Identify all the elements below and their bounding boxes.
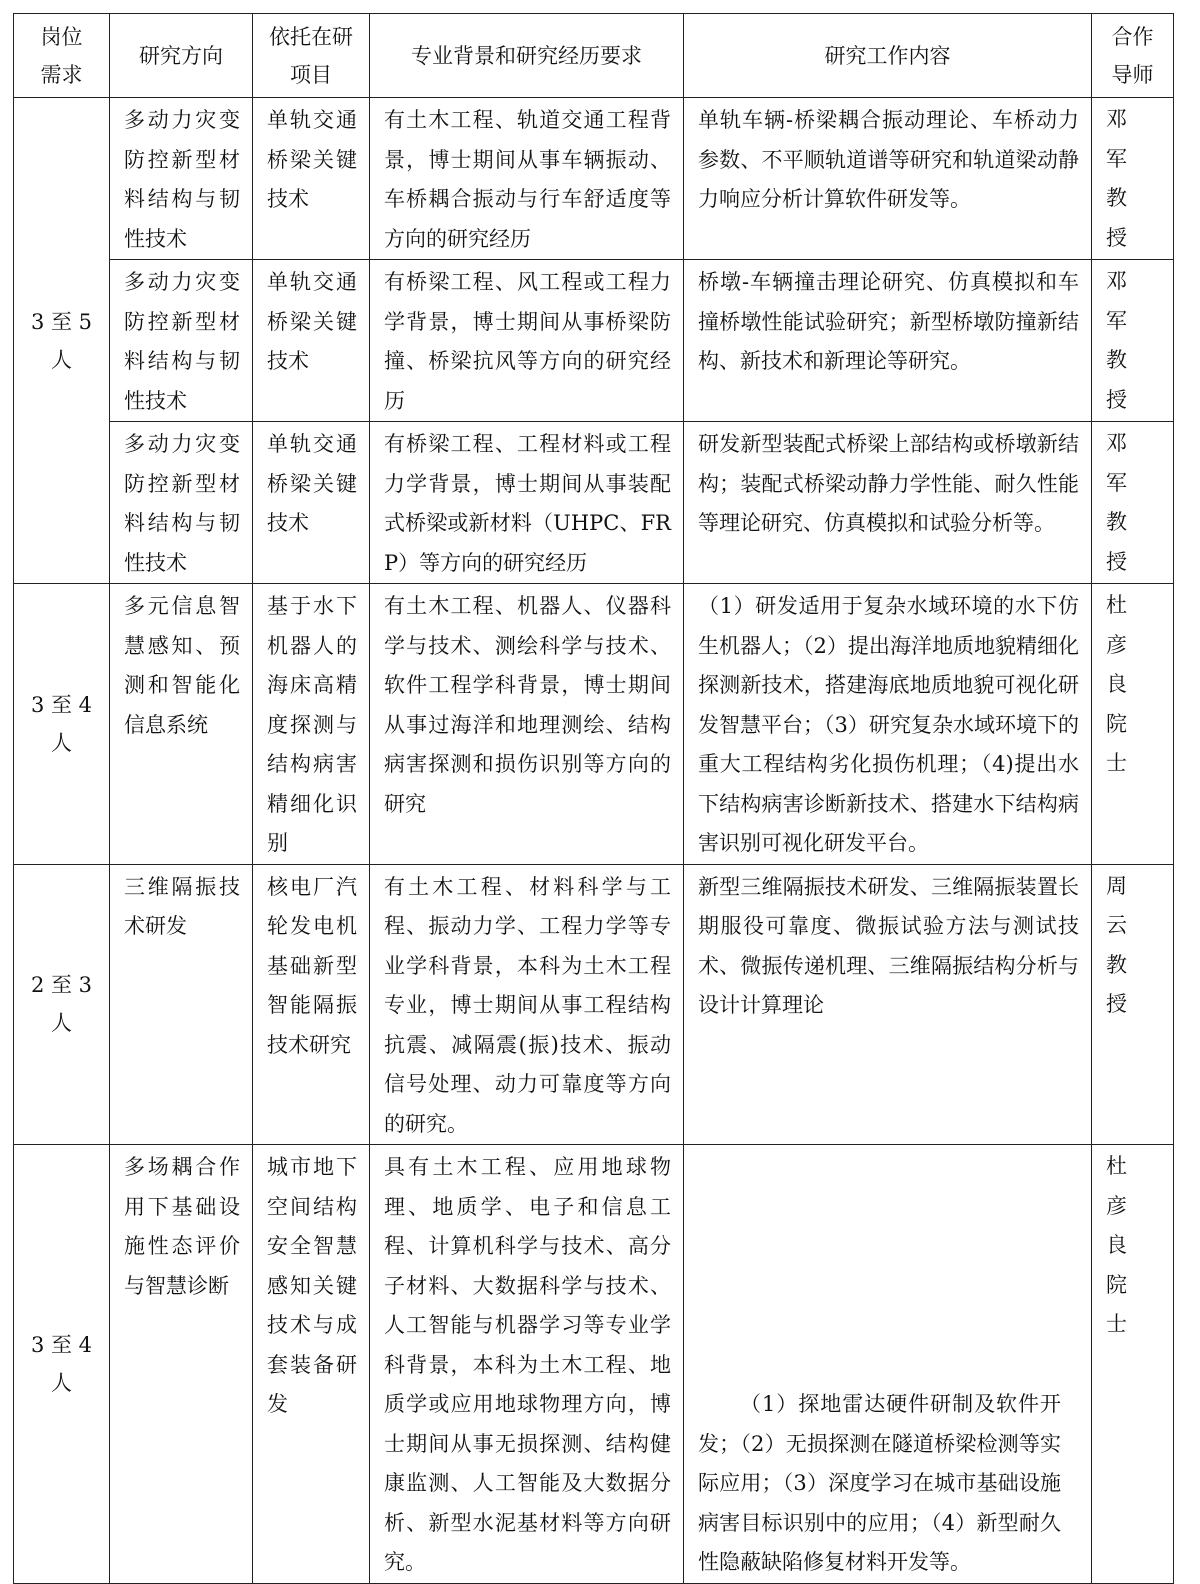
content-cell: 研发新型装配式桥梁上部结构或桥墩新结构；装配式桥梁动静力学性能、耐久性能等理论研究、仿真模拟和试验分析等。: [684, 422, 1092, 584]
header-row: [14, 14, 1174, 98]
background-cell: 有土木工程、材料科学与工程、振动力学、工程力学等专业学科背景，本科为土木工程专业，博士期间从事工程结构抗震、减隔震(振)技术、振动信号处理、动力可靠度等方向的研究。: [370, 864, 684, 1145]
direction-cell: 多动力灾变防控新型材料结构与韧性技术: [110, 98, 253, 260]
direction-cell: 多元信息智慧感知、预测和智能化信息系统: [110, 584, 253, 865]
header-background: 专业背景和研究经历要求: [370, 14, 684, 98]
page: [13, 13, 1173, 1584]
background-cell: 有桥梁工程、风工程或工程力学背景，博士期间从事桥梁防撞、桥梁抗风等方向的研究经历: [370, 260, 684, 422]
direction-cell: 多场耦合作用下基础设施性态评价与智慧诊断: [110, 1145, 253, 1584]
project-cell: 单轨交通桥梁关键技术: [253, 422, 370, 584]
tutor-cell: 杜彦良院士: [1092, 1145, 1174, 1584]
recruitment-table: [13, 13, 1174, 1584]
background-cell: 有土木工程、机器人、仪器科学与技术、测绘科学与技术、软件工程学科背景，博士期间从事过海洋和地理测绘、结构病害探测和损伤识别等方向的研究: [370, 584, 684, 865]
header-tutor: 合作导师: [1092, 14, 1174, 98]
table-row: [14, 1145, 1174, 1584]
tutor-cell: 周云教授: [1092, 864, 1174, 1145]
project-cell: 城市地下空间结构安全智慧感知关键技术与成套装备研发: [253, 1145, 370, 1584]
table-row: [14, 422, 1174, 584]
project-cell: 核电厂汽轮发电机基础新型智能隔振技术研究: [253, 864, 370, 1145]
header-direction: 研究方向: [110, 14, 253, 98]
content-cell: 单轨车辆-桥梁耦合振动理论、车桥动力参数、不平顺轨道谱等研究和轨道梁动静力响应分析计算软件研发等。: [684, 98, 1092, 260]
table-row: [14, 98, 1174, 260]
direction-cell: 多动力灾变防控新型材料结构与韧性技术: [110, 422, 253, 584]
header-quota: 岗位需求: [14, 14, 110, 98]
table-row: [14, 584, 1174, 865]
tutor-cell: 杜彦良院士: [1092, 584, 1174, 865]
tutor-cell: 邓军教授: [1092, 98, 1174, 260]
quota-cell: 3 至 4 人: [14, 1145, 110, 1584]
table-row: [14, 864, 1174, 1145]
background-cell: 具有土木工程、应用地球物理、地质学、电子和信息工程、计算机科学与技术、高分子材料、大数据科学与技术、人工智能与机器学习等专业学科背景，本科为土木工程、地质学或应用地球物理方向，博士期间从事无损探测、结构健康监测、人工智能及大数据分析、新型水泥基材料等方向研究。: [370, 1145, 684, 1584]
project-cell: 单轨交通桥梁关键技术: [253, 98, 370, 260]
quota-cell: 3 至 5 人: [14, 98, 110, 584]
direction-cell: 三维隔振技术研发: [110, 864, 253, 1145]
tutor-cell: 邓军教授: [1092, 260, 1174, 422]
tutor-cell: 邓军教授: [1092, 422, 1174, 584]
quota-cell: 3 至 4 人: [14, 584, 110, 865]
content-cell: （1）探地雷达硬件研制及软件开发；（2）无损探测在隧道桥梁检测等实际应用；（3）深度学习在城市基础设施病害目标识别中的应用；（4）新型耐久性隐蔽缺陷修复材料开发等。: [684, 1145, 1092, 1584]
header-project: 依托在研项目: [253, 14, 370, 98]
background-cell: 有土木工程、轨道交通工程背景，博士期间从事车辆振动、车桥耦合振动与行车舒适度等方向的研究经历: [370, 98, 684, 260]
content-cell: 桥墩-车辆撞击理论研究、仿真模拟和车撞桥墩性能试验研究；新型桥墩防撞新结构、新技术和新理论等研究。: [684, 260, 1092, 422]
project-cell: 单轨交通桥梁关键技术: [253, 260, 370, 422]
quota-cell: 2 至 3 人: [14, 864, 110, 1145]
project-cell: 基于水下机器人的海床高精度探测与结构病害精细化识别: [253, 584, 370, 865]
header-content: 研究工作内容: [684, 14, 1092, 98]
direction-cell: 多动力灾变防控新型材料结构与韧性技术: [110, 260, 253, 422]
table-row: [14, 260, 1174, 422]
content-cell: 新型三维隔振技术研发、三维隔振装置长期服役可靠度、微振试验方法与测试技术、微振传递机理、三维隔振结构分析与设计计算理论: [684, 864, 1092, 1145]
background-cell: 有桥梁工程、工程材料或工程力学背景，博士期间从事装配式桥梁或新材料（UHPC、FRP）等方向的研究经历: [370, 422, 684, 584]
content-cell: （1）研发适用于复杂水域环境的水下仿生机器人；（2）提出海洋地质地貌精细化探测新技术，搭建海底地质地貌可视化研发智慧平台；（3）研究复杂水域环境下的重大工程结构劣化损伤机理；（4)提出水下结构病害诊断新技术、搭建水下结构病害识别可视化研发平台。: [684, 584, 1092, 865]
